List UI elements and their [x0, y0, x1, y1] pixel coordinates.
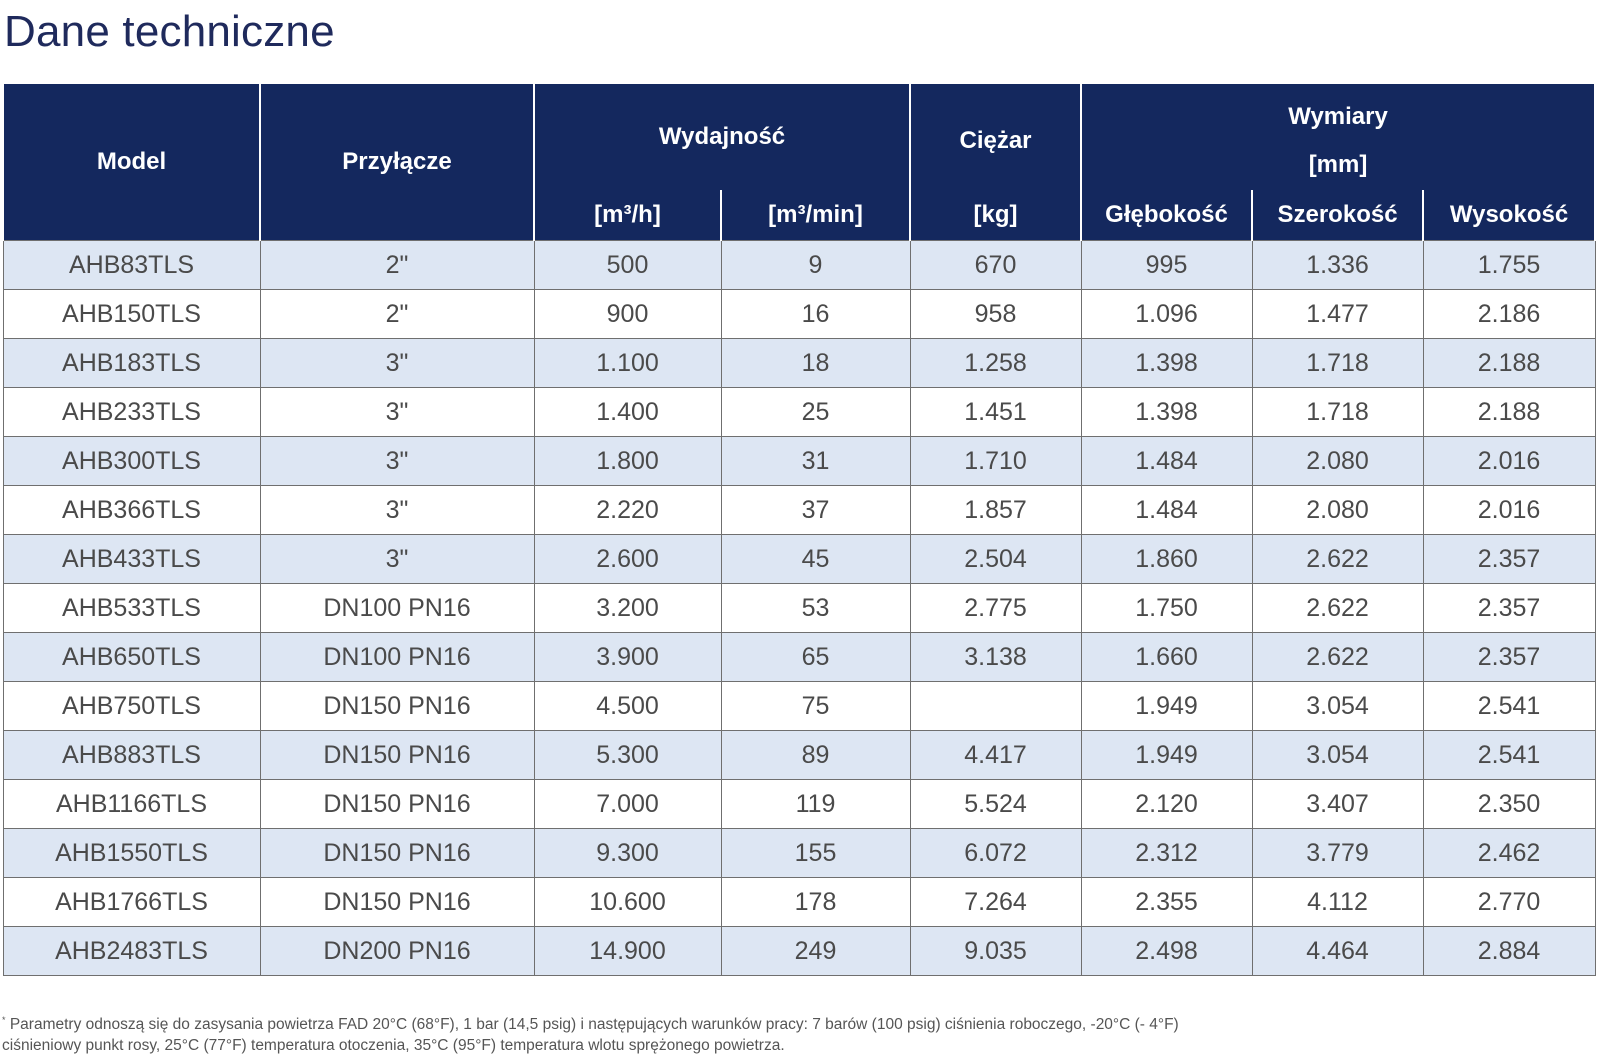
cell-depth: 1.484: [1081, 437, 1252, 486]
cell-model: AHB1166TLS: [3, 780, 260, 829]
footnote: [2, 1010, 1582, 1056]
cell-height: 2.770: [1423, 878, 1595, 927]
table-row: [3, 339, 1595, 388]
cell-capacity-m3min: 16: [721, 290, 910, 339]
table-row: [3, 927, 1595, 976]
cell-connection: DN150 PN16: [260, 878, 534, 927]
table-body: [3, 241, 1595, 976]
cell-depth: 2.120: [1081, 780, 1252, 829]
cell-capacity-m3h: 2.600: [534, 535, 721, 584]
cell-depth: 2.355: [1081, 878, 1252, 927]
cell-connection: DN100 PN16: [260, 633, 534, 682]
table-row: [3, 535, 1595, 584]
cell-connection: 3": [260, 535, 534, 584]
cell-weight: 1.258: [910, 339, 1081, 388]
cell-height: 2.016: [1423, 437, 1595, 486]
cell-depth: 1.949: [1081, 682, 1252, 731]
cell-model: AHB1766TLS: [3, 878, 260, 927]
cell-model: AHB300TLS: [3, 437, 260, 486]
cell-weight: 6.072: [910, 829, 1081, 878]
cell-depth: 2.498: [1081, 927, 1252, 976]
header-capacity: Wydajność: [534, 84, 910, 190]
cell-connection: DN200 PN16: [260, 927, 534, 976]
table-row: [3, 241, 1595, 290]
cell-model: AHB533TLS: [3, 584, 260, 633]
cell-weight: 958: [910, 290, 1081, 339]
cell-capacity-m3min: 65: [721, 633, 910, 682]
cell-capacity-m3min: 119: [721, 780, 910, 829]
cell-model: AHB83TLS: [3, 241, 260, 290]
cell-height: 2.188: [1423, 388, 1595, 437]
cell-capacity-m3h: 1.100: [534, 339, 721, 388]
cell-capacity-m3h: 1.400: [534, 388, 721, 437]
cell-width: 3.779: [1252, 829, 1423, 878]
cell-capacity-m3h: 3.900: [534, 633, 721, 682]
cell-width: 2.622: [1252, 633, 1423, 682]
cell-capacity-m3h: 1.800: [534, 437, 721, 486]
cell-depth: 995: [1081, 241, 1252, 290]
cell-capacity-m3min: 53: [721, 584, 910, 633]
cell-height: 2.188: [1423, 339, 1595, 388]
cell-width: 4.464: [1252, 927, 1423, 976]
cell-connection: DN150 PN16: [260, 731, 534, 780]
cell-weight: 5.524: [910, 780, 1081, 829]
header-depth: Głębokość: [1081, 190, 1252, 241]
cell-depth: 1.096: [1081, 290, 1252, 339]
table-row: [3, 682, 1595, 731]
cell-capacity-m3min: 249: [721, 927, 910, 976]
cell-height: 2.186: [1423, 290, 1595, 339]
cell-height: 2.357: [1423, 584, 1595, 633]
cell-capacity-m3min: 18: [721, 339, 910, 388]
cell-capacity-m3min: 178: [721, 878, 910, 927]
cell-connection: 2": [260, 241, 534, 290]
header-dimensions-unit: [mm]: [1308, 151, 1368, 178]
cell-weight: 1.857: [910, 486, 1081, 535]
cell-connection: DN150 PN16: [260, 682, 534, 731]
cell-connection: DN150 PN16: [260, 780, 534, 829]
footnote-line-1: Parametry odnoszą się do zasysania powietrza FAD 20°C (68°F), 1 bar (14,5 psig) i następujących warunków pracy: 7 barów (100 psig) ciśnienia roboczego, -20°C (- 4°F): [9, 1016, 1179, 1034]
header-width: Szerokość: [1252, 190, 1423, 241]
cell-width: 4.112: [1252, 878, 1423, 927]
header-capacity-unit-min: [m³/min]: [721, 190, 910, 241]
cell-width: 2.622: [1252, 535, 1423, 584]
cell-weight: 1.451: [910, 388, 1081, 437]
cell-height: 2.462: [1423, 829, 1595, 878]
cell-height: 2.016: [1423, 486, 1595, 535]
cell-weight: 4.417: [910, 731, 1081, 780]
cell-width: 1.477: [1252, 290, 1423, 339]
cell-width: 3.054: [1252, 731, 1423, 780]
cell-model: AHB883TLS: [3, 731, 260, 780]
cell-height: 2.357: [1423, 633, 1595, 682]
cell-capacity-m3h: 3.200: [534, 584, 721, 633]
technical-data-table: [2, 84, 1596, 976]
cell-model: AHB366TLS: [3, 486, 260, 535]
cell-model: AHB233TLS: [3, 388, 260, 437]
table-row: [3, 290, 1595, 339]
cell-depth: 1.660: [1081, 633, 1252, 682]
cell-width: 2.622: [1252, 584, 1423, 633]
cell-depth: 1.484: [1081, 486, 1252, 535]
cell-depth: 1.750: [1081, 584, 1252, 633]
header-connection: Przyłącze: [260, 84, 534, 241]
cell-capacity-m3h: 14.900: [534, 927, 721, 976]
cell-capacity-m3min: 37: [721, 486, 910, 535]
cell-depth: 1.860: [1081, 535, 1252, 584]
cell-connection: 3": [260, 388, 534, 437]
page-title: Dane techniczne: [4, 7, 335, 56]
cell-capacity-m3min: 45: [721, 535, 910, 584]
cell-depth: 2.312: [1081, 829, 1252, 878]
header-weight: [910, 84, 1081, 190]
cell-capacity-m3min: 9: [721, 241, 910, 290]
cell-height: 2.350: [1423, 780, 1595, 829]
cell-depth: 1.949: [1081, 731, 1252, 780]
table-row: [3, 780, 1595, 829]
cell-height: 2.357: [1423, 535, 1595, 584]
header-dimensions: [1081, 84, 1595, 190]
cell-model: AHB2483TLS: [3, 927, 260, 976]
cell-capacity-m3h: 5.300: [534, 731, 721, 780]
table-row: [3, 388, 1595, 437]
cell-height: 2.541: [1423, 682, 1595, 731]
cell-capacity-m3h: 7.000: [534, 780, 721, 829]
table-row: [3, 486, 1595, 535]
cell-capacity-m3min: 89: [721, 731, 910, 780]
cell-capacity-m3h: 500: [534, 241, 721, 290]
header-model: Model: [3, 84, 260, 241]
cell-width: 1.718: [1252, 339, 1423, 388]
cell-weight: [910, 682, 1081, 731]
cell-weight: 1.710: [910, 437, 1081, 486]
cell-width: 3.407: [1252, 780, 1423, 829]
cell-weight: 3.138: [910, 633, 1081, 682]
table-row: [3, 829, 1595, 878]
cell-connection: 2": [260, 290, 534, 339]
header-capacity-unit-h: [m³/h]: [534, 190, 721, 241]
cell-height: 2.884: [1423, 927, 1595, 976]
cell-capacity-m3min: 75: [721, 682, 910, 731]
cell-connection: 3": [260, 339, 534, 388]
cell-height: 1.755: [1423, 241, 1595, 290]
cell-model: AHB150TLS: [3, 290, 260, 339]
footnote-line-2: ciśnieniowy punkt rosy, 25°C (77°F) temperatura otoczenia, 35°C (95°F) temperatura wlotu sprężonego powietrza.: [2, 1037, 785, 1055]
cell-connection: 3": [260, 486, 534, 535]
cell-width: 1.336: [1252, 241, 1423, 290]
cell-height: 2.541: [1423, 731, 1595, 780]
cell-depth: 1.398: [1081, 388, 1252, 437]
header-dimensions-label: Wymiary: [1288, 103, 1388, 130]
cell-model: AHB650TLS: [3, 633, 260, 682]
cell-width: 2.080: [1252, 486, 1423, 535]
cell-capacity-m3h: 2.220: [534, 486, 721, 535]
cell-capacity-m3min: 25: [721, 388, 910, 437]
table-row: [3, 878, 1595, 927]
cell-connection: 3": [260, 437, 534, 486]
cell-weight: 7.264: [910, 878, 1081, 927]
cell-weight: 2.775: [910, 584, 1081, 633]
table-row: [3, 633, 1595, 682]
cell-capacity-m3h: 10.600: [534, 878, 721, 927]
cell-model: AHB750TLS: [3, 682, 260, 731]
cell-model: AHB183TLS: [3, 339, 260, 388]
footnote-marker: *: [2, 1015, 6, 1025]
table-header: [3, 84, 1595, 241]
cell-capacity-m3h: 4.500: [534, 682, 721, 731]
cell-capacity-m3min: 155: [721, 829, 910, 878]
header-weight-unit: [kg]: [910, 190, 1081, 241]
cell-capacity-m3min: 31: [721, 437, 910, 486]
table-row: [3, 584, 1595, 633]
header-height: Wysokość: [1423, 190, 1595, 241]
cell-width: 3.054: [1252, 682, 1423, 731]
cell-width: 1.718: [1252, 388, 1423, 437]
cell-connection: DN100 PN16: [260, 584, 534, 633]
table-row: [3, 437, 1595, 486]
cell-weight: 2.504: [910, 535, 1081, 584]
table-row: [3, 731, 1595, 780]
cell-width: 2.080: [1252, 437, 1423, 486]
cell-depth: 1.398: [1081, 339, 1252, 388]
header-weight-label: Ciężar: [959, 127, 1032, 154]
cell-connection: DN150 PN16: [260, 829, 534, 878]
cell-model: AHB433TLS: [3, 535, 260, 584]
cell-weight: 670: [910, 241, 1081, 290]
cell-model: AHB1550TLS: [3, 829, 260, 878]
cell-capacity-m3h: 9.300: [534, 829, 721, 878]
cell-weight: 9.035: [910, 927, 1081, 976]
cell-capacity-m3h: 900: [534, 290, 721, 339]
